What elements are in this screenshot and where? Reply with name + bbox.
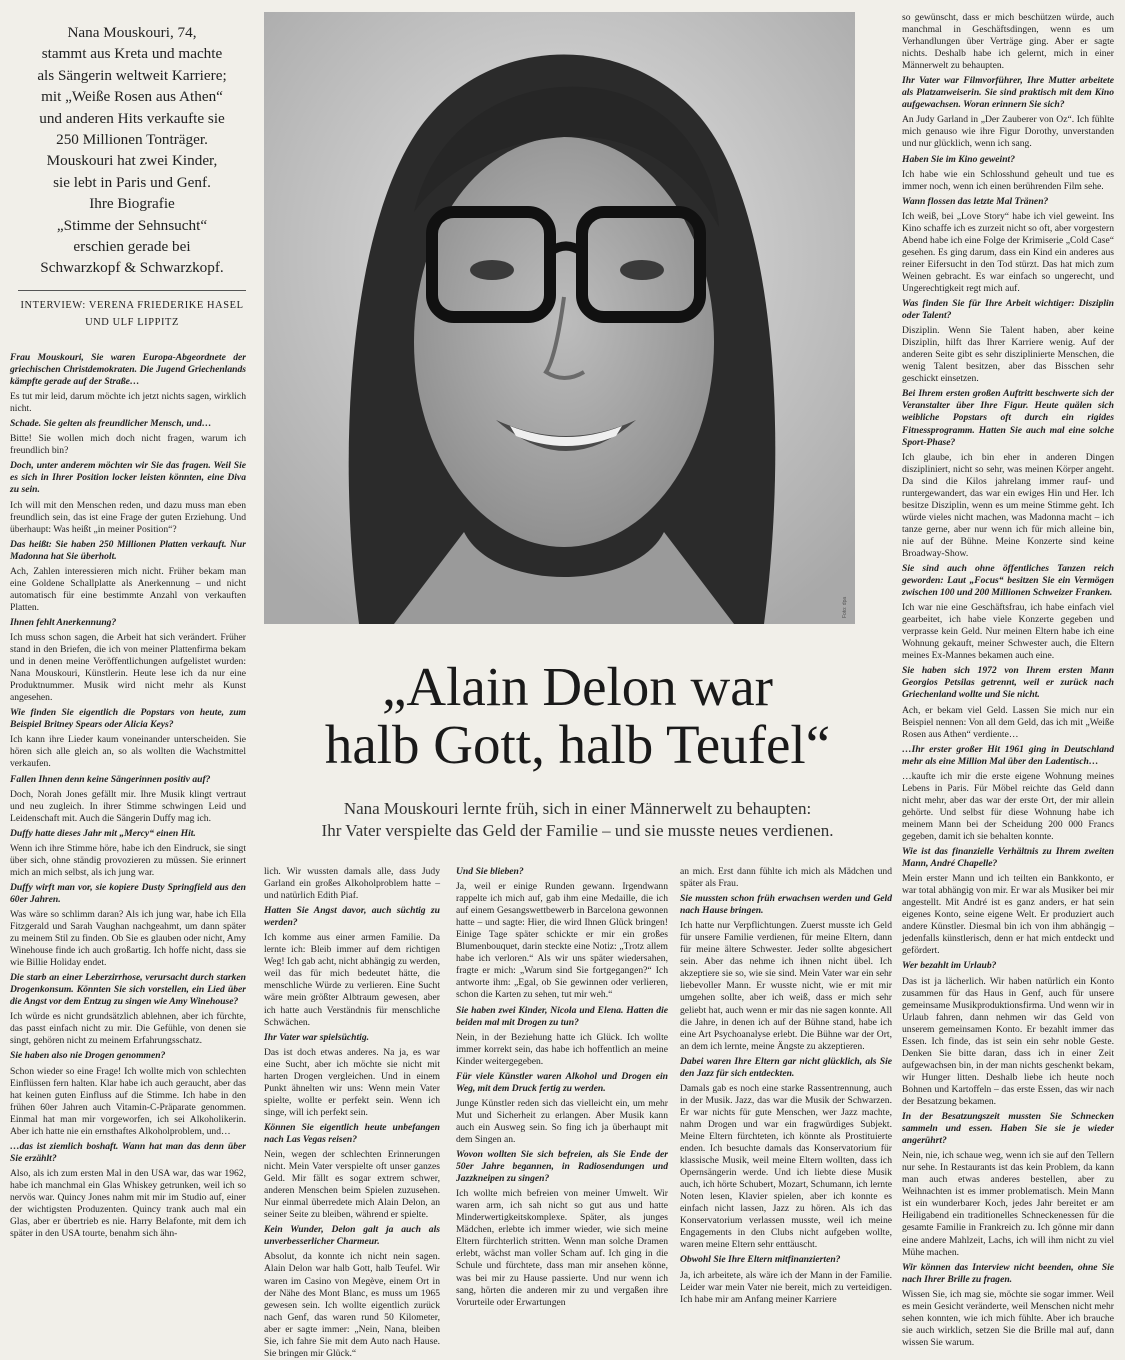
- portrait-photo: [264, 12, 855, 624]
- portrait-illustration: [264, 12, 855, 624]
- intro-line: sie lebt in Paris und Genf.: [53, 173, 211, 191]
- interview-question: Doch, unter anderem möchten wir Sie das fragen. Weil Sie es sich in Ihrer Position locker leisten könnten, eine Diva zu sein.: [10, 460, 246, 496]
- interview-question: Frau Mouskouri, Sie waren Europa-Abgeordnete der griechischen Christdemokraten. Die Jugend Griechenlands kämpfte gerade auf der Straße…: [10, 352, 246, 388]
- interview-answer: Nein, nie, ich schaue weg, wenn ich sie auf den Tellern nur sehe. In Restaurants ist das kein Problem, da kann man auch etwas anderes bestellen, aber zu Weihnachten ist es immer problematisch. Mein Mann ist ein wunderbarer Koch, jedes Jahr bereitet er am Heiligabend ein traditionelles Schneckenessen für die gesamte Familie in Frankreich zu. Ich gönne mir dann eine andere Mahlzeit, Lachs, ich will ihm nicht zu viel Mühe machen.: [902, 1150, 1114, 1258]
- intro-line: und anderen Hits verkaufte sie: [39, 109, 225, 127]
- interview-answer: Das ist doch etwas anderes. Na ja, es war eine Sucht, aber ich möchte sie nicht mit harten Drogen vergleichen. Und in einem Punkt ähnelten wir uns: Wenn mein Vater spielte, wollte er perfekt sein. Wenn ich singe, will ich perfekt sein.: [264, 1046, 440, 1118]
- interview-answer: lich. Wir wussten damals alle, dass Judy Garland ein großes Alkoholproblem hatte – und natürlich Edith Piaf.: [264, 866, 440, 902]
- intro-line: Mouskouri hat zwei Kinder,: [46, 152, 218, 170]
- interview-answer: Ach, Zahlen interessieren mich nicht. Früher bekam man eine Goldene Schallplatte als Anerkennung – und nicht automatisch für eine bestimmte Anzahl von verkauften Platten.: [10, 565, 246, 613]
- interview-answer: Ich komme aus einer armen Familie. Da lernte ich: Bleib immer auf dem richtigen Weg! Ich gab acht, nicht abhängig zu werden, weil das für mich bedeutet hätte, die menschliche Würde zu verlieren. Eine Sucht wäre mein größter Albtraum gewesen, aber ich hatte auch Verständnis für menschliche Schwächen.: [264, 932, 440, 1028]
- interview-answer: Ach, er bekam viel Geld. Lassen Sie mich nur ein Beispiel nennen: Von all dem Geld, das ich mit „Weiße Rosen aus Athen“ verdiente…: [902, 704, 1114, 740]
- interview-answer: An Judy Garland in „Der Zauberer von Oz“. Ich fühlte mich genauso wie ihre Figur Dorothy, unverstanden und nur glücklich, wenn ich sang.: [902, 114, 1114, 150]
- subheadline-line-2: Ihr Vater verspielte das Geld der Familie – und sie musste neues verdienen.: [321, 821, 834, 840]
- interview-question: Duffy wirft man vor, sie kopiere Dusty Springfield aus den 60er Jahren.: [10, 881, 246, 905]
- interview-question: Fallen Ihnen denn keine Sängerinnen positiv auf?: [10, 773, 211, 785]
- interview-answer: Nein, in der Beziehung hatte ich Glück. Ich wollte immer korrekt sein, das habe ich hoffentlich an meine Kinder weitergegeben.: [456, 1031, 668, 1067]
- interview-question: Wann flossen das letzte Mal Tränen?: [902, 195, 1049, 207]
- column-3: [456, 866, 668, 1308]
- subheadline: [264, 798, 891, 842]
- interview-answer: …kaufte ich mir die erste eigene Wohnung meines Lebens in Paris. Für Möbel reichte das Geld dann nicht mehr, aber das war der erste Ort, der mir allein gehörte. Und selbst für diese Wohnung habe ich meinem Mann bei der Scheidung 200 000 Francs gegeben, damit ich sie behalten konnte.: [902, 770, 1114, 842]
- intro-line: 250 Millionen Tonträger.: [56, 131, 208, 149]
- interview-question: Sie haben zwei Kinder, Nicola und Elena. Hatten die beiden mal mit Drogen zu tun?: [456, 1004, 668, 1028]
- interview-question: Wie finden Sie eigentlich die Popstars von heute, zum Beispiel Britney Spears oder Alicia Keys?: [10, 707, 246, 731]
- interview-answer: an mich. Erst dann fühlte ich mich als Mädchen und später als Frau.: [680, 866, 892, 890]
- column-4: [680, 866, 892, 1305]
- interview-answer: Disziplin. Wenn Sie Talent haben, aber keine Disziplin, hilft das Ihrer Karriere wenig. Auf der anderen Seite gibt es sehr disziplinierte Menschen, die wenig Talent besitzen, aber das Bisschen sehr geschickt einsetzen.: [902, 325, 1114, 385]
- photo-credit: Foto: dpa: [842, 596, 848, 618]
- interview-question: Haben Sie im Kino geweint?: [902, 153, 1016, 165]
- interview-answer: Was wäre so schlimm daran? Als ich jung war, habe ich Ella Fitzgerald und Sarah Vaughan nachgeahmt, um dann später zu meinem Stil zu finden. Ob Sie es glauben oder nicht, Amy Winehouse finde ich auch großartig. Ich hoffe nicht, dass sie wie Billie Holiday endet.: [10, 908, 246, 969]
- interview-answer: Es tut mir leid, darum möchte ich jetzt nichts sagen, wirklich nicht.: [10, 391, 246, 415]
- interview-question: Wie ist das finanzielle Verhältnis zu Ihrem zweiten Mann, André Chapelle?: [902, 846, 1114, 870]
- interview-answer: Damals gab es noch eine starke Rassentrennung, auch in der Musik. Jazz, das war die Musik der Schwarzen. Er war nichts für gute Menschen, wer Jazz machte, nahm Drogen und war ein fragwürdiges Subjekt. Meine Eltern fürchteten, ich könnte als Prostituierte enden. Ich besuchte damals das Konservatorium für klassische Musik, weil meine Eltern wollten, dass ich Opernsängerin werde. Und ich liebte diese Musik auch, ich hörte Schubert, Mozart, Schumann, ich lernte Noten lesen, Klavier spielen, aber ich konnte es einfach nicht lassen, Jazz zu hören. Als ich das Konservatorium verlassen musste, weil ich meine Engagements in den Clubs nicht aufgeben wollte, waren meine Eltern sehr enttäuscht.: [680, 1082, 892, 1251]
- interview-question: Können Sie eigentlich heute unbefangen nach Las Vegas reisen?: [264, 1121, 440, 1145]
- interview-question: Sie haben sich 1972 von Ihrem ersten Mann Georgios Petsilas getrennt, weil er zurück nach Griechenland wollte und Sie nicht.: [902, 665, 1114, 701]
- interview-question: Wer bezahlt im Urlaub?: [902, 960, 997, 972]
- interview-question: Obwohl Sie Ihre Eltern mitfinanzierten?: [680, 1254, 841, 1266]
- interview-question: …das ist ziemlich boshaft. Wann hat man das denn über Sie erzählt?: [10, 1140, 246, 1164]
- column-2: [264, 866, 440, 1359]
- headline: [264, 658, 891, 774]
- interview-question: Ihr Vater war spielsüchtig.: [264, 1031, 370, 1043]
- intro-line: Ihre Biografie: [89, 195, 175, 213]
- interview-question: Das heißt: Sie haben 250 Millionen Platten verkauft. Nur Madonna hat Sie überholt.: [10, 538, 246, 562]
- interview-answer: Ich war nie eine Geschäftsfrau, ich habe einfach viel gearbeitet, ich habe viele Konzerte gegeben und verprasse kein Geld. Nur meinen Eltern habe ich eine Wohnung gekauft, meiner Schwester auch, die Eltern meines Ex-Mannes bekamen auch eine.: [902, 602, 1114, 662]
- intro-line: „Stimme der Sehnsucht“: [56, 216, 208, 234]
- interview-answer: Ich glaube, ich bin eher in anderen Dingen diszipliniert, nicht so sehr, was meinen Körper angeht. Da sind die Kilos jahrelang immer rauf- und runtergewandert, das war ein ewiges Hin und Her. Ich besitze Disziplin, wenn es um meine Stimme geht. Ich würde vieles nicht machen, was Madonna macht – ich tanze gerne, aber nur wenn ich für mich alleine bin, nie auf der Bühne. Meine Konzerte sind keine Broadway-Show.: [902, 451, 1114, 559]
- intro-box: [18, 22, 246, 279]
- interview-question: Dabei waren Ihre Eltern gar nicht glücklich, als Sie den Jazz für sich entdeckten.: [680, 1055, 892, 1079]
- interview-question: Und Sie blieben?: [456, 866, 524, 877]
- interview-question: Bei Ihrem ersten großen Auftritt beschwerte sich der Veranstalter über Ihre Figur. Heute quälen sich weibliche Popstars oft durch ein rigides Fitnessprogramm. Hatten Sie auch mal eine solche Sport-Phase?: [902, 388, 1114, 448]
- interview-answer: Ich weiß, bei „Love Story“ habe ich viel geweint. Ins Kino schaffe ich es zurzeit nicht so oft, aber vorgestern Abend habe ich eine Folge der Krimiserie „Cold Case“ gesehen. Es ging darum, dass ein Kind ein anderes aus reiner Eifersucht in den Tod stürzt. Das hat mich zum Weinen gebracht. Es war einfach so ungerecht, und Ungerechtigkeit regt mich auf.: [902, 210, 1114, 294]
- interview-question: Sie haben also nie Drogen genommen?: [10, 1050, 166, 1062]
- interview-answer: Das ist ja lächerlich. Wir haben natürlich ein Konto zusammen für das Haus in Genf, auch für unsere gemeinsame Musikproduktionsfirma. Und wenn wir in Urlaub fahren, dann nehmen wir das Geld von unserem gemeinsamen Konto. Er bezahlt immer das Essen. Ich finde, das ist sein ein sehr noble Geste. Denken Sie bitte daran, dass ich in einer Zeit aufgewachsen bin, in der man nichts geschenkt bekam, wir Hunger litten. Deshalb liebe ich heute noch Bohnen und Kartoffeln – das erste Essen, das wir nach der Besatzung bekamen.: [902, 975, 1114, 1107]
- interview-question: Ihr Vater war Filmvorführer, Ihre Mutter arbeitete als Platzanweiserin. Sie sind praktisch mit dem Kino aufgewachsen. Woran erinnern Sie sich?: [902, 75, 1114, 111]
- column-1: [10, 352, 246, 1292]
- interview-answer: Schon wieder so eine Frage! Ich wollte mich von schlechten Einflüssen fern halten. Klar habe ich auch geraucht, aber das hat keinen guten Einfluss auf die Stimme. Ich habe in den frühen 60er Jahren auch Vitamin-C-Präparate genommen. Einmal hat man mir vorgeworfen, ich sei Alkoholikerin. Aber ich hatte nie ein ernsthaftes Alkoholproblem, und…: [10, 1065, 246, 1137]
- interview-question: Sie mussten schon früh erwachsen werden und Geld nach Hause bringen.: [680, 893, 892, 917]
- intro-line: erschien gerade bei: [73, 238, 191, 256]
- interview-answer: Ich kann ihre Lieder kaum voneinander unterscheiden. Sie hören sich alle gleich an, so als wollten die Wachstmittel verkaufen.: [10, 734, 246, 770]
- interview-answer: Junge Künstler reden sich das vielleicht ein, um mehr Mut und Sicherheit zu erlangen. Aber Musik kann auch ein Ausweg sein. So fing ich ja überhaupt mit dem Singen an.: [456, 1097, 668, 1145]
- intro-line: stammt aus Kreta und machte: [41, 45, 223, 63]
- interview-question: In der Besatzungszeit mussten Sie Schnecken sammeln und essen. Haben Sie sie je wieder angerührt?: [902, 1111, 1114, 1147]
- column-5: [902, 12, 1114, 1348]
- interview-question: Sie sind auch ohne öffentliches Tanzen reich geworden: Laut „Focus“ besitzen Sie ein Vermögen zwischen 100 und 200 Millionen Schweizer Franken.: [902, 563, 1114, 599]
- interview-question: Die starb an einer Leberzirrhose, verursacht durch starken Drogenkonsum. Könnten Sie sich vorstellen, ein Lied über die Angst vor dem Entzug zu singen wie Amy Winehouse?: [10, 972, 246, 1008]
- interview-question: Ihnen fehlt Anerkennung?: [10, 616, 117, 628]
- headline-line-2: halb Gott, halb Teufel“: [324, 714, 831, 775]
- interview-answer: Wenn ich ihre Stimme höre, habe ich den Eindruck, sie singt über sich, ohne ständig provozieren zu müssen. Sie erinnert mich an mich selbst, als ich jung war.: [10, 842, 246, 878]
- interview-answer: Ja, weil er einige Runden gewann. Irgendwann rappelte ich mich auf, gab ihm eine Medaille, die ich auf einem Gesangswettbewerb in Barcelona gewonnen hatte – und sagte: Hier, die wird Ihnen Glück bringen! Einige Tage später schickte er mir ein großes Blumenbouquet, darin steckte eine Notiz: „Trotz allem habe ich verloren.“ Als wir uns später wiedersahen, fragte er mich: „Warum sind Sie fortgegangen?“ Ich antworte ihm: „Egal, ob Sie gewinnen oder verlieren, schon die Karten zu sehen, tut mir weh.“: [456, 881, 668, 1001]
- interview-question: …Ihr erster großer Hit 1961 ging in Deutschland mehr als eine Million Mal über den Ladentisch…: [902, 743, 1114, 767]
- interview-answer: Nein, wegen der schlechten Erinnerungen nicht. Mein Vater verspielte oft unser ganzes Geld. Mir fällt es sogar extrem schwer, anderen Menschen beim Spielen zuzusehen. Nur einmal überredete mich Alain Delon, an seiner Seite zu bleiben, während er spielte.: [264, 1149, 440, 1221]
- interview-question: Wir können das Interview nicht beenden, ohne Sie nach Ihrer Brille zu fragen.: [902, 1261, 1114, 1285]
- intro-line: als Sängerin weltweit Karriere;: [37, 66, 227, 84]
- interview-answer: Bitte! Sie wollen mich doch nicht fragen, warum ich freundlich bin?: [10, 433, 246, 457]
- interview-answer: Ja, ich arbeitete, als wäre ich der Mann in der Familie. Leider war mein Vater nie bereit, mich zu verteidigen. Ich habe mir am Anfang meiner Karriere: [680, 1269, 892, 1305]
- byline: [18, 290, 246, 331]
- headline-line-1: „Alain Delon war: [382, 656, 773, 717]
- intro-line: Schwarzkopf & Schwarzkopf.: [40, 259, 224, 277]
- interview-answer: Ich würde es nicht grundsätzlich ablehnen, aber ich fürchte, das passt einfach nicht zu mir. Die Gefühle, von denen sie singt, gehören nicht zu meinem Erfahrungsschatz.: [10, 1011, 246, 1047]
- interview-answer: Ich muss schon sagen, die Arbeit hat sich verändert. Früher stand in den Briefen, die ich von meiner Plattenfirma bekam und in denen meine Veröffentlichungen aufgelistet wurden: Nana Mouskouri, Künstlerin. Heute lese ich da nur eine Produktnummer. Musik wird nicht mehr als Kunst angesehen.: [10, 631, 246, 704]
- interview-answer: Ich wollte mich befreien von meiner Umwelt. Wir waren arm, ich sah nicht so gut aus und hatte Minderwertigkeitskomplexe. Später, als junges Mädchen, erlebte ich immer wieder, wie sich meine Eltern fürchterlich stritten. Wenn man solche Dramen erlebt, wächst man voller Scham auf. Ich ging in die Schule und fürchtete, dass man mir ansehen könne, was bei mir zu Hause passierte. Und nur wenn ich sang, hörten die anderen mir zu und vergaßen ihre Vorurteile oder Erwartungen: [456, 1188, 668, 1308]
- interview-question: Duffy hatte dieses Jahr mit „Mercy“ einen Hit.: [10, 827, 196, 839]
- byline-line-1: INTERVIEW: VERENA FRIEDERIKE HASEL: [20, 300, 244, 311]
- interview-answer: Wissen Sie, ich mag sie, möchte sie sogar immer. Weil es mein Gesicht veränderte, weil Menschen nicht mehr sehen konnten, wie ich mich fühlte. Aber ich brauche sie auch wirklich, setzen Sie die Brille mal auf, dann wissen Sie warum.: [902, 1288, 1114, 1348]
- interview-question: Wovon wollten Sie sich befreien, als Sie Ende der 50er Jahre begannen, in Radiosendungen und Jazzkneipen zu singen?: [456, 1149, 668, 1185]
- interview-question: Hatten Sie Angst davor, auch süchtig zu werden?: [264, 905, 440, 929]
- interview-question: Was finden Sie für Ihre Arbeit wichtiger: Disziplin oder Talent?: [902, 298, 1114, 322]
- interview-answer: Mein erster Mann und ich teilten ein Bankkonto, er war total abhängig von mir. Er war als Musiker bei mir angestellt. Mit André ist es ganz anders, er hat sein eigenes Konto, seine eigene Welt. Er produziert auch andere Künstler. Diesmal bin ich von ihm abhängig – jedenfalls künstlerisch, denn er hat mich entdeckt und gefördert.: [902, 873, 1114, 957]
- byline-line-2: UND ULF LIPPITZ: [85, 317, 179, 328]
- interview-answer: Absolut, da konnte ich nicht nein sagen. Alain Delon war halb Gott, halb Teufel. Wir waren im Casino von Megève, einem Ort in der Nähe des Mont Blanc, es muss um 1965 gewesen sein. Ich wollte eigentlich zurück nach Genf, das waren rund 50 Kilometer, aber er sagte immer: „Nein, Nana, bleiben Sie, ich fahre Sie mit dem Auto nach Hause. Sie bringen mir Glück.“: [264, 1251, 440, 1359]
- interview-answer: Ich will mit den Menschen reden, und dazu muss man eben freundlich sein, das ist eine Frage der guten Erziehung. Und überhaupt: Was heißt „in meiner Position“?: [10, 499, 246, 535]
- interview-question: Für viele Künstler waren Alkohol und Drogen ein Weg, mit dem Druck fertig zu werden.: [456, 1070, 668, 1094]
- intro-line: Nana Mouskouri, 74,: [67, 24, 197, 41]
- interview-answer: Ich habe wie ein Schlosshund geheult und tue es immer noch, wenn ich einen berührenden Film sehe.: [902, 168, 1114, 192]
- interview-question: Schade. Sie gelten als freundlicher Mensch, und…: [10, 418, 212, 430]
- interview-answer: so gewünscht, dass er mich beschützen würde, auch manchmal in Geschäftsdingen, wenn es um Verhandlungen über Verträge ging. Aber er sagte nichts. Deshalb habe ich gelernt, mich in einer Männerwelt zu behaupten.: [902, 12, 1114, 72]
- intro-line: mit „Weiße Rosen aus Athen“: [41, 88, 223, 106]
- interview-question: Kein Wunder, Delon galt ja auch als unverbesserlicher Charmeur.: [264, 1224, 440, 1248]
- interview-answer: Doch, Norah Jones gefällt mir. Ihre Musik klingt vertraut und neu zugleich. In ihrer Stimme schwingen Leid und Leidenschaft mit. Auch die Sängerin Duffy mag ich.: [10, 788, 246, 824]
- subheadline-line-1: Nana Mouskouri lernte früh, sich in einer Männerwelt zu behaupten:: [343, 799, 812, 818]
- interview-answer: Ich hatte nur Verpflichtungen. Zuerst musste ich Geld für unsere Familie verdienen, für meine Eltern, dann für meine ältere Schwester. Jeder sollte abgesichert sein. Aber das nehme ich ihnen nicht übel. Ich akzeptiere sie so, wie sie sind. Mein Vater war ein sehr liebevoller Mann. Er wusste nicht, wie er mit mir umgehen sollte, aber ich weiß, dass er mich sehr geliebt hat, auch wenn er mir das nie sagen konnte. All die Jahre, in denen ich auf der Bühne stand, habe ich eine Art Psychoanalyse erlebt. Die Bühne war der Ort, an dem ich lernte, meine Ängste zu akzeptieren.: [680, 920, 892, 1052]
- interview-answer: Also, als ich zum ersten Mal in den USA war, das war 1962, habe ich manchmal ein Glas Whiskey getrunken, weil ich so nervös war. Quincy Jones nahm mit mir im Studio auf, einer der wichtigsten Produzenten. Quincy trank auch mal ein Glas, aber er übertrieb es nie. Harry Belafonte, mit dem ich später in den USA tourte, benahm sich ähn-: [10, 1167, 246, 1240]
